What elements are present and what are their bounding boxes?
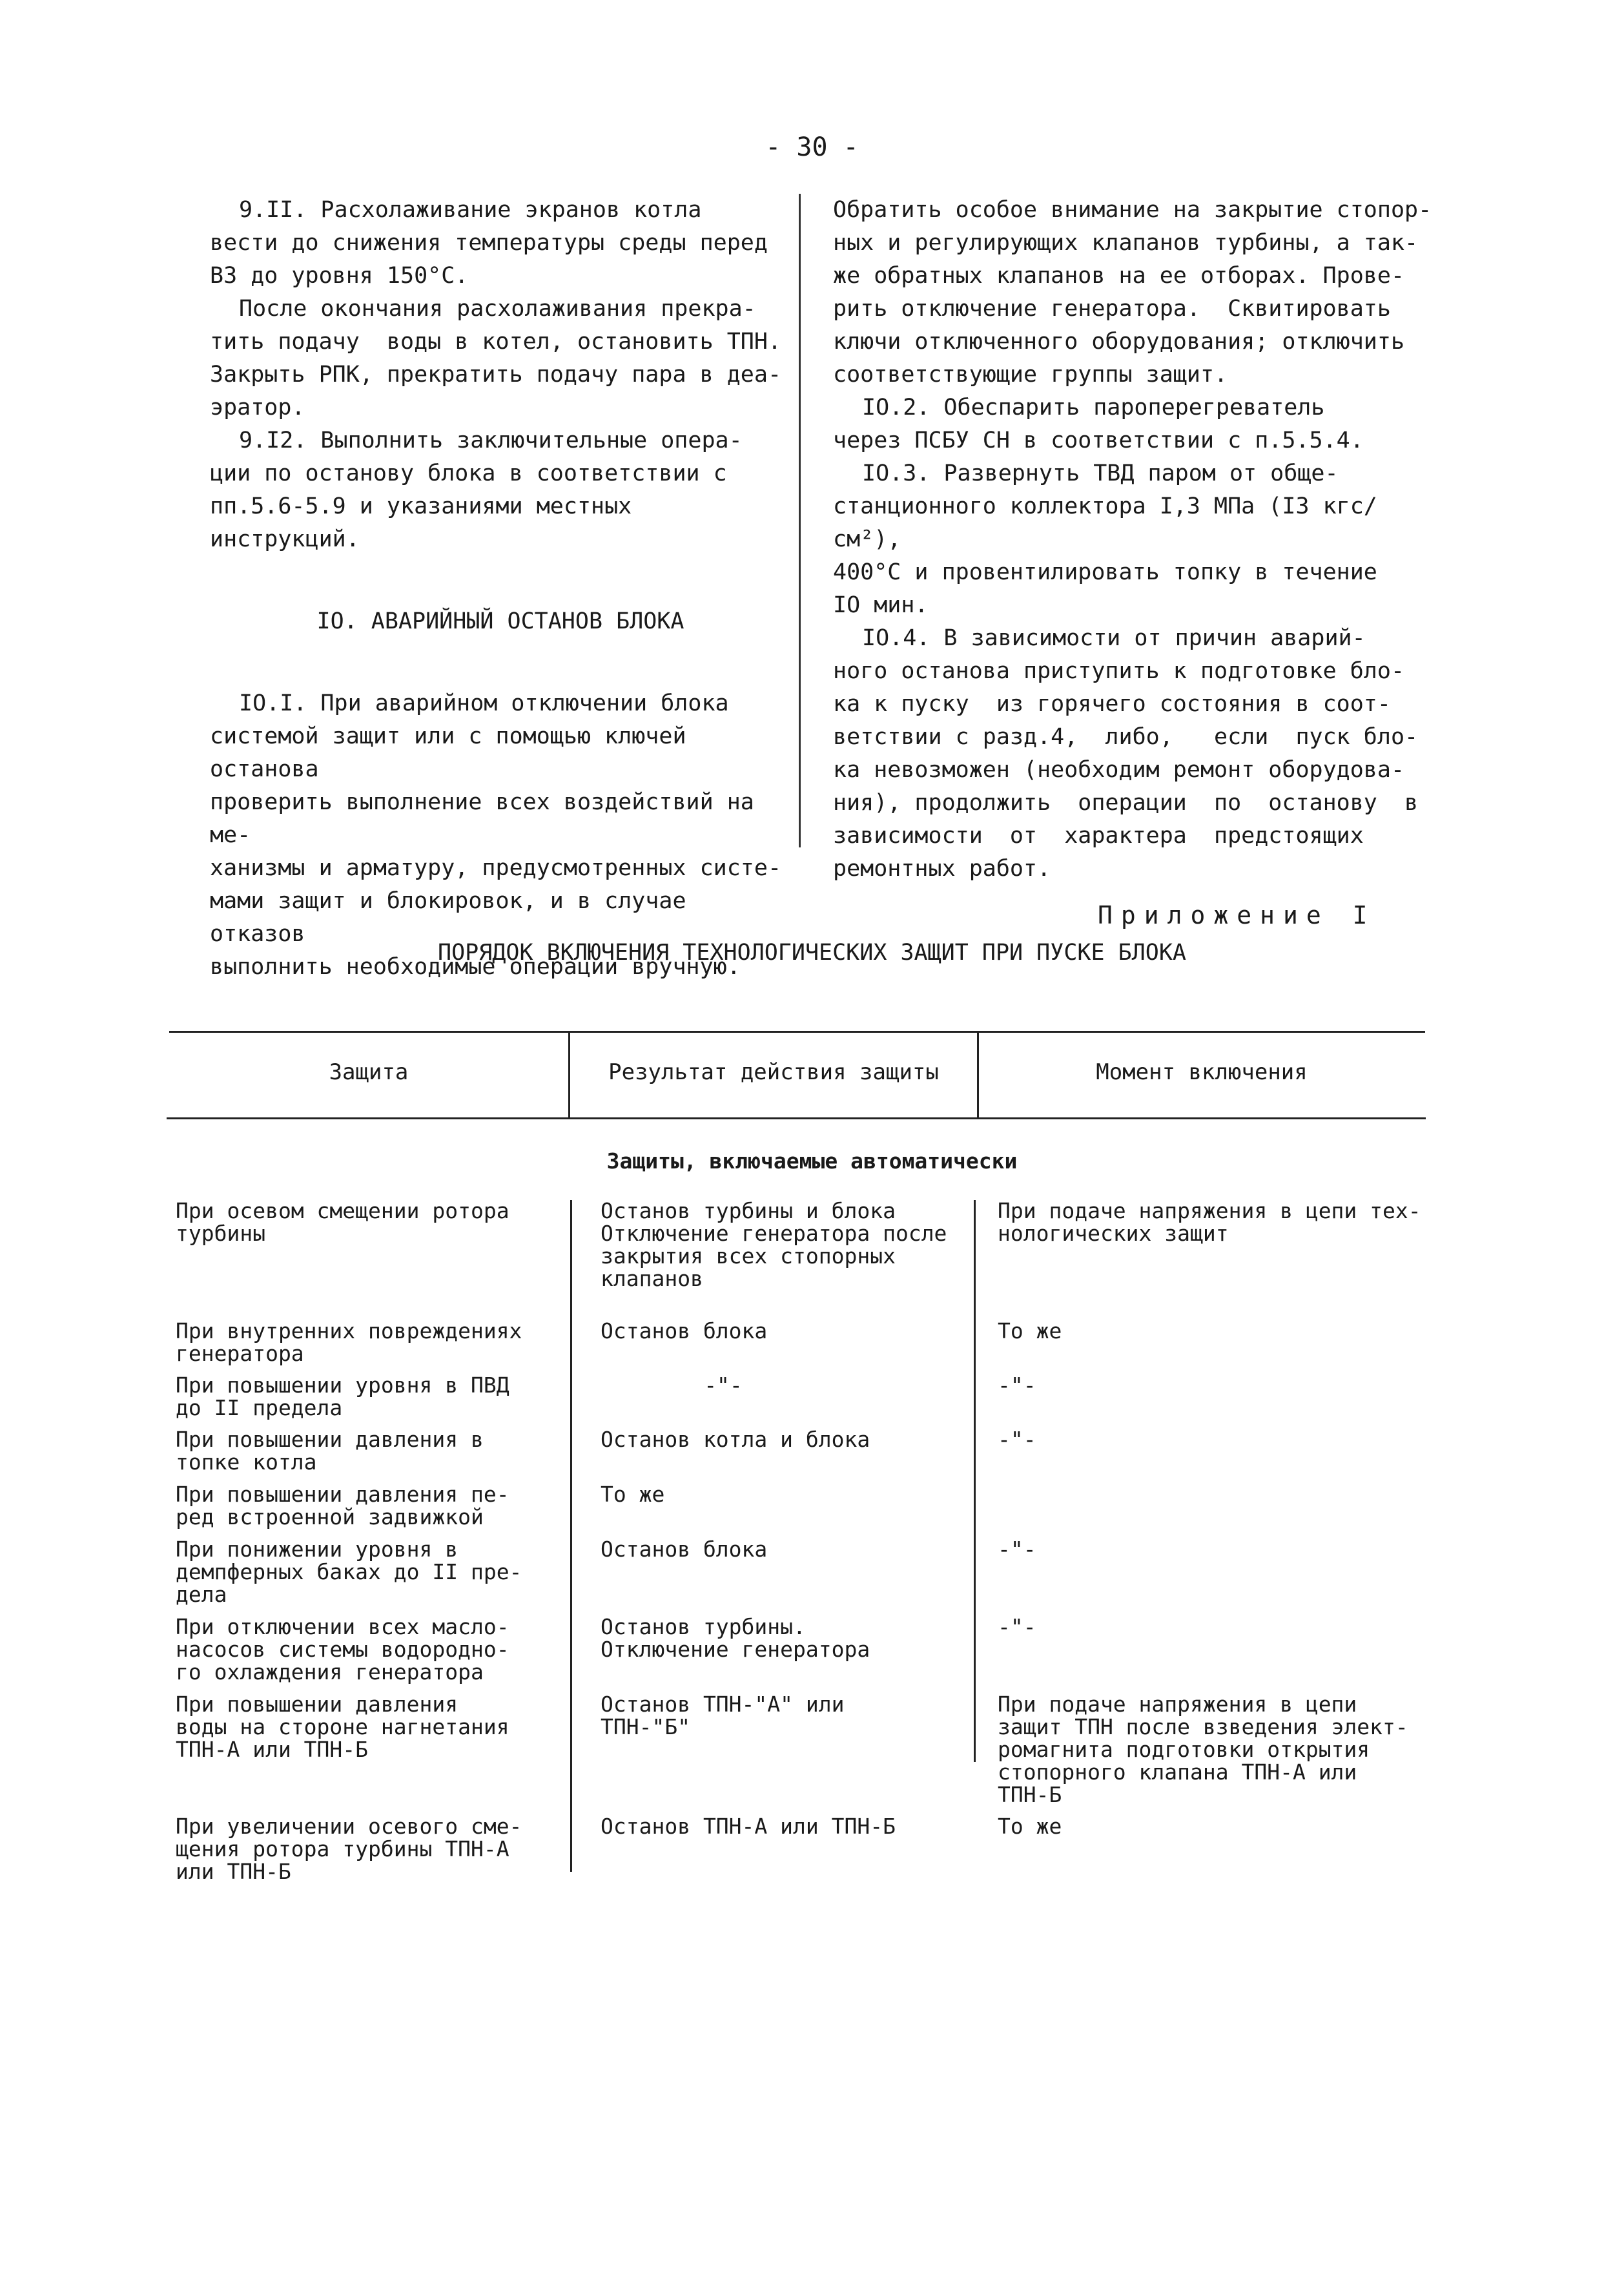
- paragraph-line: ного останова приступить к подготовке бло-: [833, 658, 1405, 684]
- paragraph-line: же обратных клапанов на ее отборах. Прове-: [833, 263, 1405, 289]
- column-divider: [799, 194, 801, 847]
- paragraph-line: 9.I2. Выполнить заключительные опера-: [239, 428, 743, 453]
- table-cell-moment: -"-: [998, 1427, 1036, 1452]
- paragraph-line: ханизмы и арматуру, предусмотренных систе-: [210, 855, 782, 881]
- table-cell-result: Останов ТПН-А или ТПН-Б: [601, 1814, 896, 1839]
- table-cell-protection: При повышении давления пе- ред встроенной задвижкой: [176, 1482, 509, 1529]
- table-cell-protection: При повышении давления воды на стороне нагнетания ТПН-А или ТПН-Б: [176, 1692, 509, 1762]
- section-heading: IO. АВАРИЙНЫЙ ОСТАНОВ БЛОКА: [316, 608, 684, 634]
- paragraph-line: IO.I. При аварийном отключении блока: [239, 690, 729, 716]
- table-cell-result: Останов турбины и блока Отключение генератора после закрытия всех стопорных клапанов: [601, 1198, 947, 1291]
- paragraph-line: ветствии с разд.4, либо, если пуск бло-: [833, 724, 1419, 750]
- paragraph-line: 9.II. Расхолаживание экранов котла: [239, 197, 702, 223]
- paragraph-line: соответствующие группы защит.: [833, 362, 1228, 388]
- table-cell-moment: То же: [998, 1318, 1062, 1343]
- paragraph-line: эратор.: [210, 395, 305, 420]
- paragraph-line: ремонтных работ.: [833, 856, 1051, 882]
- paragraph-line: IO.2. Обеспарить пароперегреватель: [862, 395, 1325, 420]
- table-cell-result: Останов турбины. Отключение генератора: [601, 1614, 870, 1662]
- paragraph-line: Обратить особое внимание на закрытие стопор-: [833, 197, 1432, 223]
- table-cell-protection: При увеличении осевого сме- щения ротора турбины ТПН-А или ТПН-Б: [176, 1814, 522, 1884]
- paragraph-line: ния), продолжить операции по останову в: [833, 790, 1419, 816]
- right-column: [833, 194, 1440, 886]
- table-cell-protection: При понижении уровня в демпферных баках до II пре- дела: [176, 1537, 522, 1607]
- table-cell-moment: При подаче напряжения в цепи тех- нологических защит: [998, 1198, 1421, 1246]
- table-cell-protection: При осевом смещении ротора турбины: [176, 1198, 509, 1246]
- table-cell-result: То же: [601, 1482, 665, 1507]
- paragraph-line: Закрыть РПК, прекратить подачу пара в деа-: [210, 362, 782, 388]
- page-number: - 30 -: [765, 132, 859, 162]
- table-top-rule: [169, 1031, 1425, 1033]
- table-header-rule: [167, 1117, 1426, 1119]
- paragraph-line: IO мин.: [833, 592, 929, 618]
- paragraph-line: через ПСБУ СН в соответствии с п.5.5.4.: [833, 428, 1364, 453]
- paragraph-line: пп.5.6-5.9 и указаниями местных инструкций.: [210, 493, 646, 552]
- paragraph-line: ных и регулирующих клапанов турбины, а так-: [833, 230, 1419, 256]
- table-cell-moment: То же: [998, 1814, 1062, 1839]
- column-header-result: Результат действия защиты: [608, 1059, 939, 1085]
- paragraph-line: После окончания расхолаживания прекра-: [239, 296, 756, 322]
- table-cell-result: Останов блока: [601, 1318, 768, 1343]
- table-cell-moment: При подаче напряжения в цепи защит ТПН после взведения элект- ромагнита подготовки открытия стопорного клапана ТПН-А или ТПН-Б: [998, 1692, 1408, 1807]
- table-cell-result: -"-: [704, 1373, 743, 1398]
- table-cell-protection: При повышении уровня в ПВД до II предела: [176, 1373, 509, 1420]
- paragraph-line: IO.4. В зависимости от причин аварий-: [862, 625, 1366, 651]
- paragraph-line: IO.3. Развернуть ТВД паром от обще-: [862, 461, 1339, 486]
- paragraph-line: системой защит или с помощью ключей останова: [210, 723, 700, 782]
- paragraph-line: рить отключение генератора. Сквитировать: [833, 296, 1391, 322]
- paragraph-line: мами защит и блокировок, и в случае отказов: [210, 888, 700, 947]
- table-cell-moment: -"-: [998, 1373, 1036, 1398]
- left-column: [210, 194, 791, 984]
- table-cell-result: Останов котла и блока: [601, 1427, 870, 1452]
- column-header-protection: Защита: [329, 1059, 409, 1085]
- paragraph-line: станционного коллектора I,3 МПа (I3 кгс/см²),: [833, 493, 1377, 552]
- table-cell-result: Останов блока: [601, 1537, 768, 1562]
- paragraph-line: зависимости от характера предстоящих: [833, 823, 1364, 849]
- paragraph-line: ключи отключенного оборудования; отключить: [833, 329, 1405, 355]
- paragraph-line: проверить выполнение всех воздействий на ме-: [210, 789, 768, 848]
- appendix-title: ПОРЯДОК ВКЛЮЧЕНИЯ ТЕХНОЛОГИЧЕСКИХ ЗАЩИТ ПРИ ПУСКЕ БЛОКА: [438, 940, 1186, 966]
- table-cell-protection: При повышении давления в топке котла: [176, 1427, 484, 1475]
- paragraph-line: ции по останову блока в соответствии с: [210, 461, 727, 486]
- table-cell-moment: -"-: [998, 1614, 1036, 1639]
- table-cell-moment: -"-: [998, 1537, 1036, 1562]
- paragraph-line: тить подачу воды в котел, остановить ТПН.: [210, 329, 782, 355]
- paragraph-line: ка к пуску из горячего состояния в соот-: [833, 691, 1391, 717]
- column-header-moment: Момент включения: [1096, 1059, 1308, 1085]
- table-cell-protection: При внутренних повреждениях генератора: [176, 1318, 522, 1366]
- paragraph-line: ка невозможен (необходим ремонт оборудова-: [833, 757, 1405, 783]
- paragraph-line: 400°С и провентилировать топку в течение: [833, 559, 1377, 585]
- body-divider: [570, 1200, 572, 1872]
- appendix-label: Приложение I: [1098, 901, 1376, 929]
- table-cell-result: Останов ТПН-"А" или ТПН-"Б": [601, 1692, 845, 1739]
- paragraph-line: вести до снижения температуры среды перед: [210, 230, 768, 256]
- paragraph-line: выполнить необходимые операции вручную.: [210, 954, 741, 980]
- table-cell-protection: При отключении всех масло- насосов системы водородно- го охлаждения генератора: [176, 1614, 509, 1684]
- table-section-title: Защиты, включаемые автоматически: [606, 1148, 1018, 1174]
- paragraph-line: ВЗ до уровня 150°С.: [210, 263, 469, 289]
